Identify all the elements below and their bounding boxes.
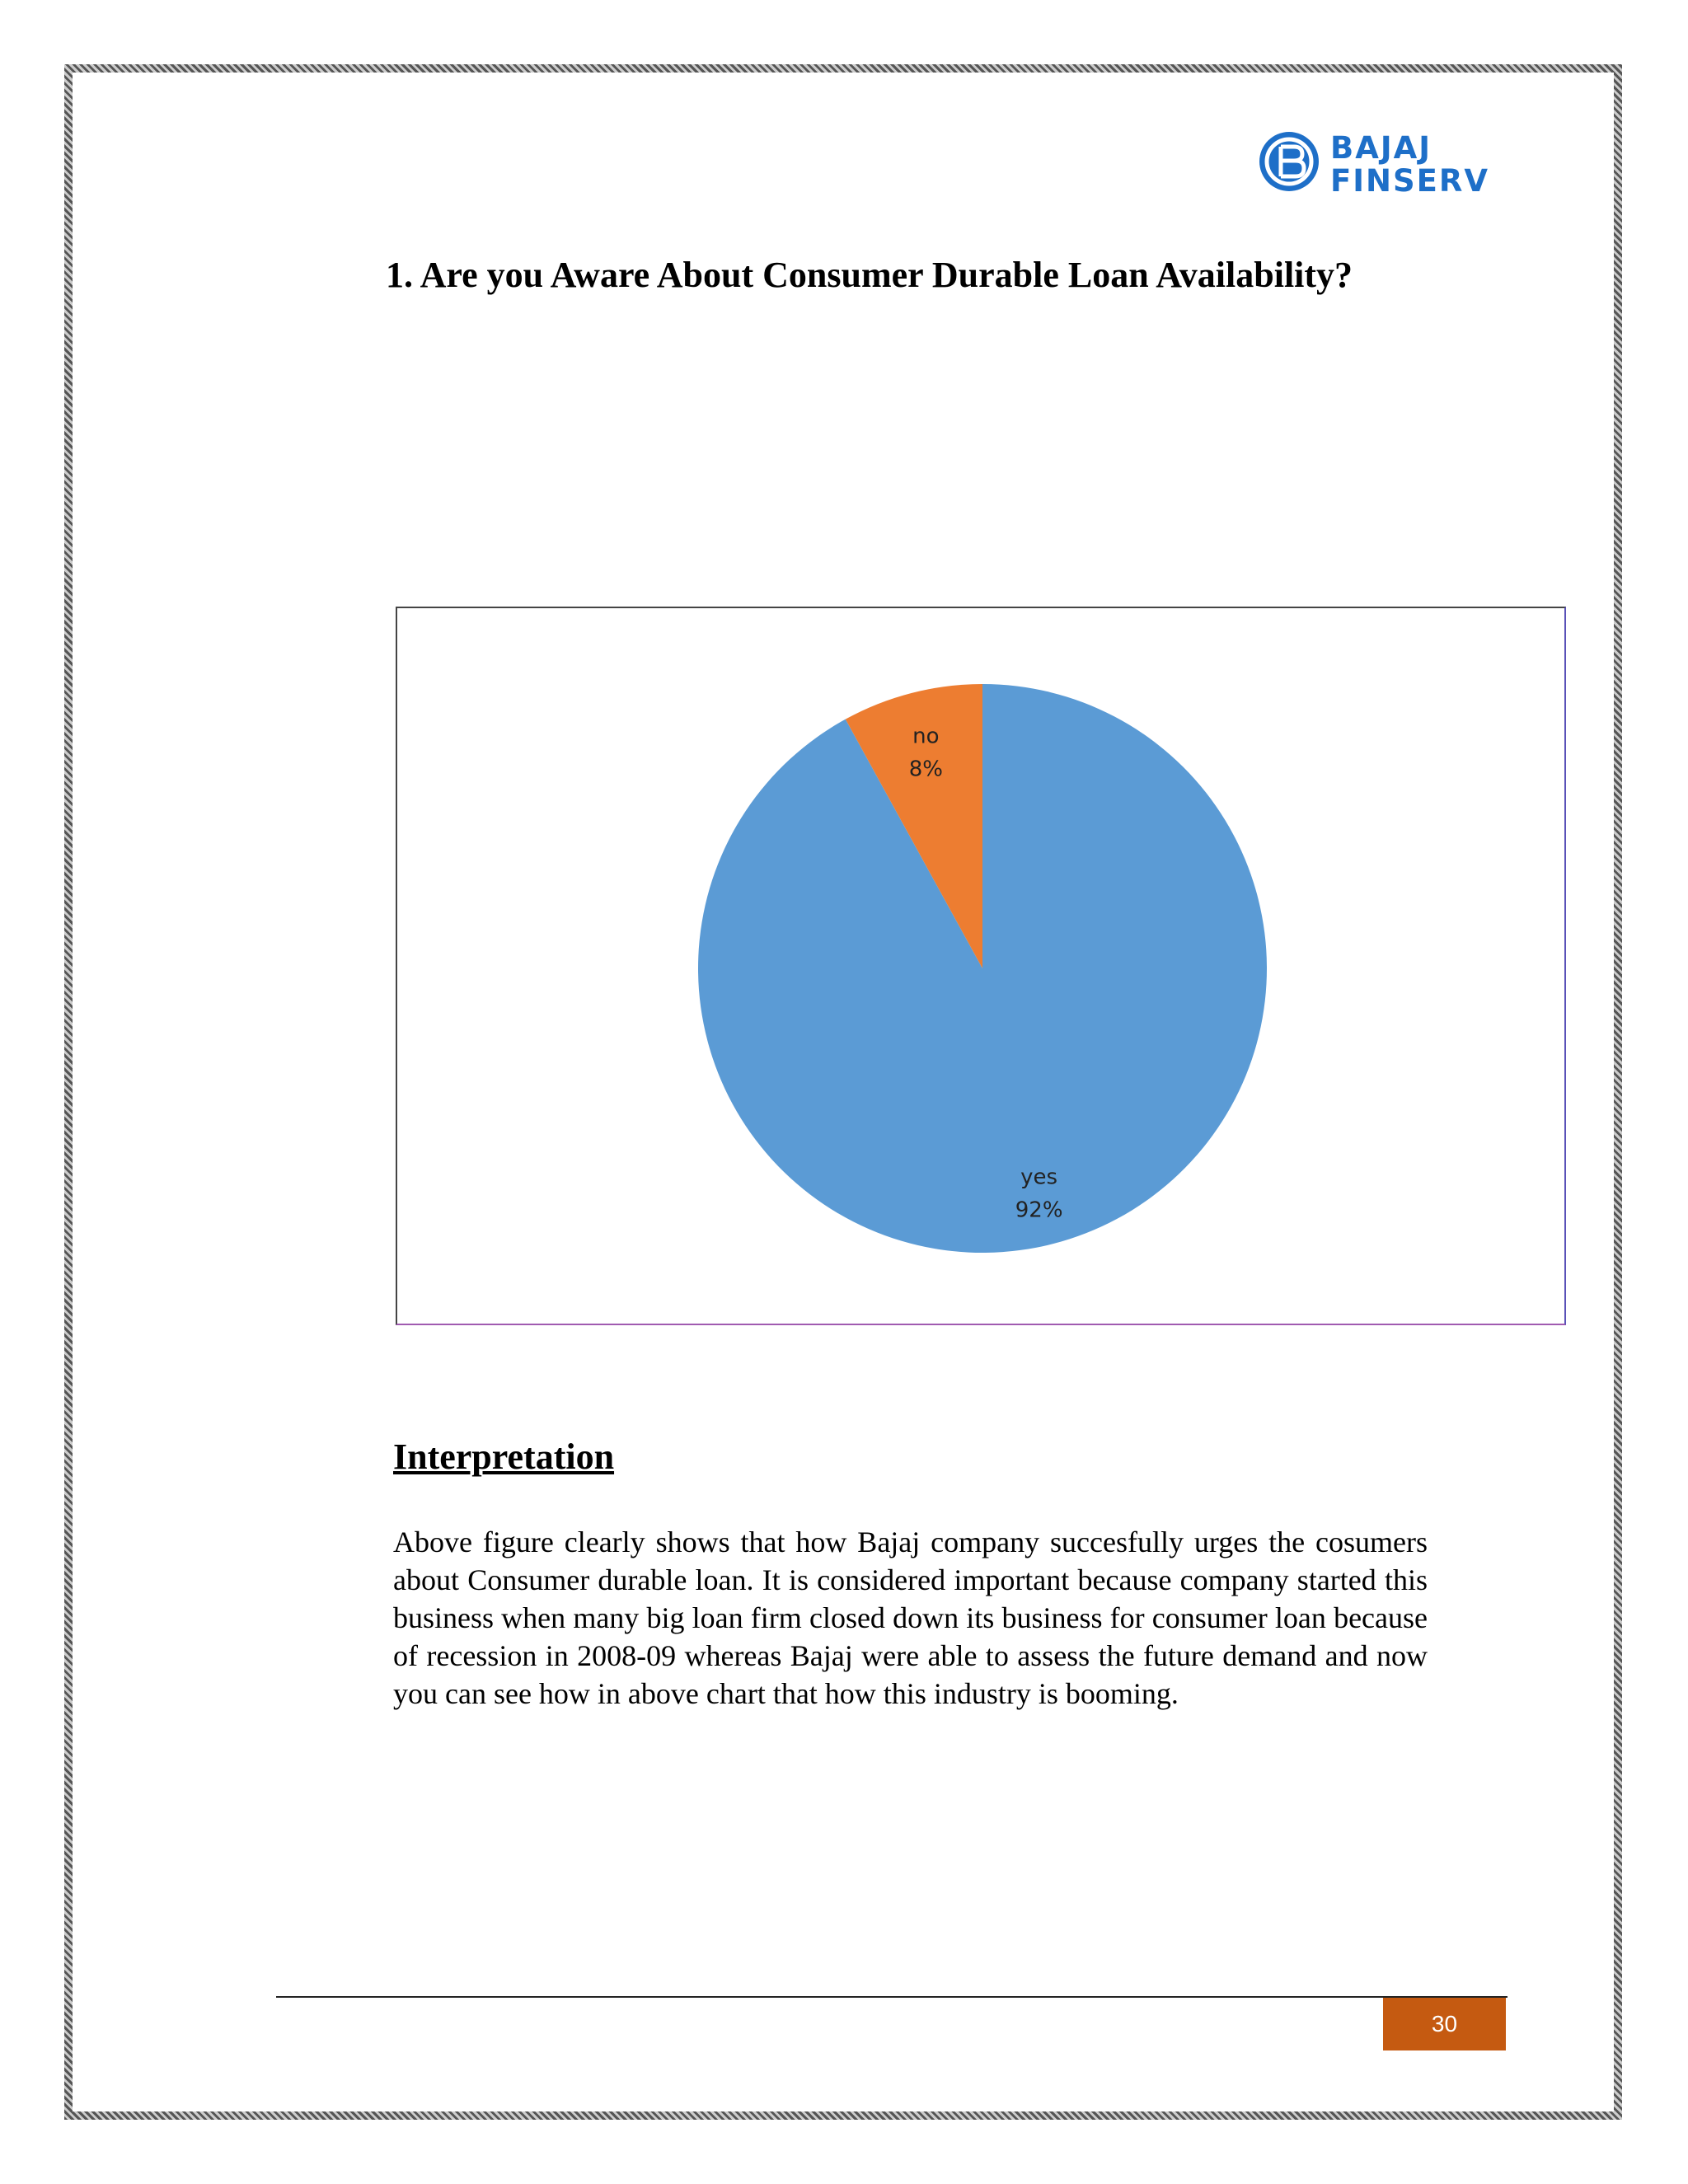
logo-text bbox=[1330, 132, 1489, 198]
pie-percent-yes: 92% bbox=[1015, 1197, 1063, 1223]
logo-line-1: BAJAJ bbox=[1330, 130, 1432, 166]
bajaj-emblem-icon bbox=[1258, 130, 1320, 193]
logo-line-2: FINSERV bbox=[1330, 163, 1490, 199]
pie-label-yes: yes bbox=[1020, 1165, 1058, 1190]
question-title: 1. Are you Aware About Consumer Durable Loan Availability? bbox=[386, 255, 1353, 295]
pie-chart bbox=[396, 607, 1566, 1325]
interpretation-body: Above figure clearly shows that how Bajaj company succesfully urges the cosumers about Consumer durable loan. It is considered important because company started this business when many big loan firm closed down its business for consumer loan because of recession in 2008-09 whereas Bajaj were able to assess the future demand and now you can see how in above chart that how this industry is booming. bbox=[393, 1526, 1428, 1710]
interpretation-heading: Interpretation bbox=[393, 1436, 615, 1477]
page-number: 30 bbox=[1383, 1998, 1506, 2050]
pie-chart-svg bbox=[397, 608, 1564, 1324]
bajaj-finserv-logo bbox=[1258, 130, 1490, 199]
footer-line bbox=[276, 1996, 1507, 1998]
pie-percent-no: 8% bbox=[908, 757, 943, 782]
pie-label-no: no bbox=[912, 724, 940, 749]
